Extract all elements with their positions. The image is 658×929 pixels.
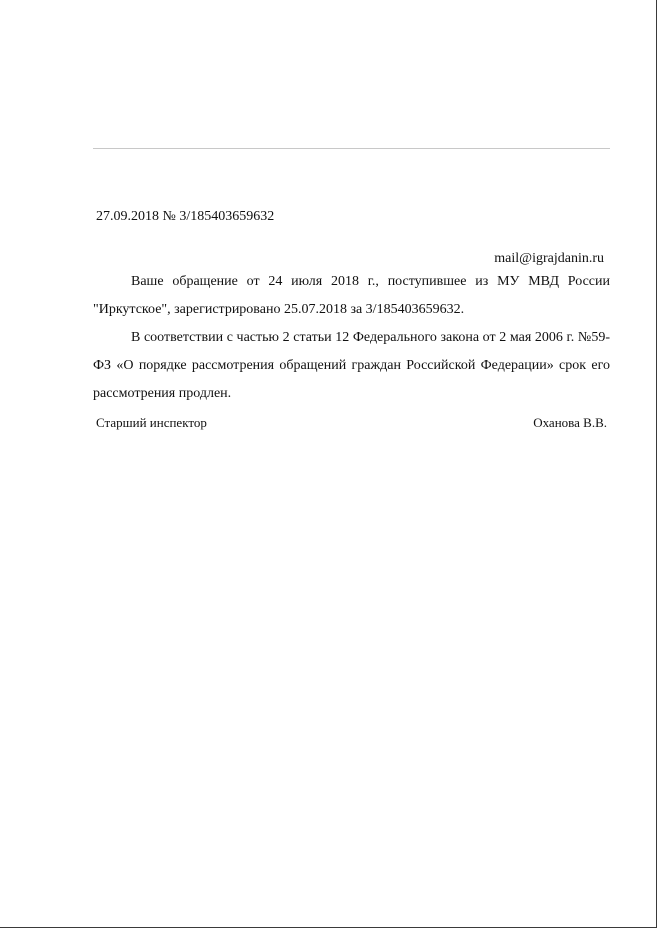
paragraph-extension: В соответствии с частью 2 статьи 12 Федерального закона от 2 мая 2006 г. №59-ФЗ «О порядке рассмотрения обращений граждан Российской Федерации» срок его рассмотрения продлен. bbox=[93, 330, 610, 401]
recipient-email: mail@igrajdanin.ru bbox=[494, 251, 604, 266]
paragraph-registration: Ваше обращение от 24 июля 2018 г., поступившее из МУ МВД России "Иркутское", зарегистрировано 25.07.2018 за 3/185403659632. bbox=[93, 274, 610, 317]
signature-block bbox=[96, 414, 607, 432]
document-date-number: 27.09.2018 № 3/185403659632 bbox=[96, 209, 275, 224]
header-divider bbox=[93, 148, 610, 149]
signer-name: Оханова В.В. bbox=[533, 415, 607, 430]
signer-position: Старший инспектор bbox=[96, 415, 207, 430]
document-body bbox=[93, 268, 610, 408]
